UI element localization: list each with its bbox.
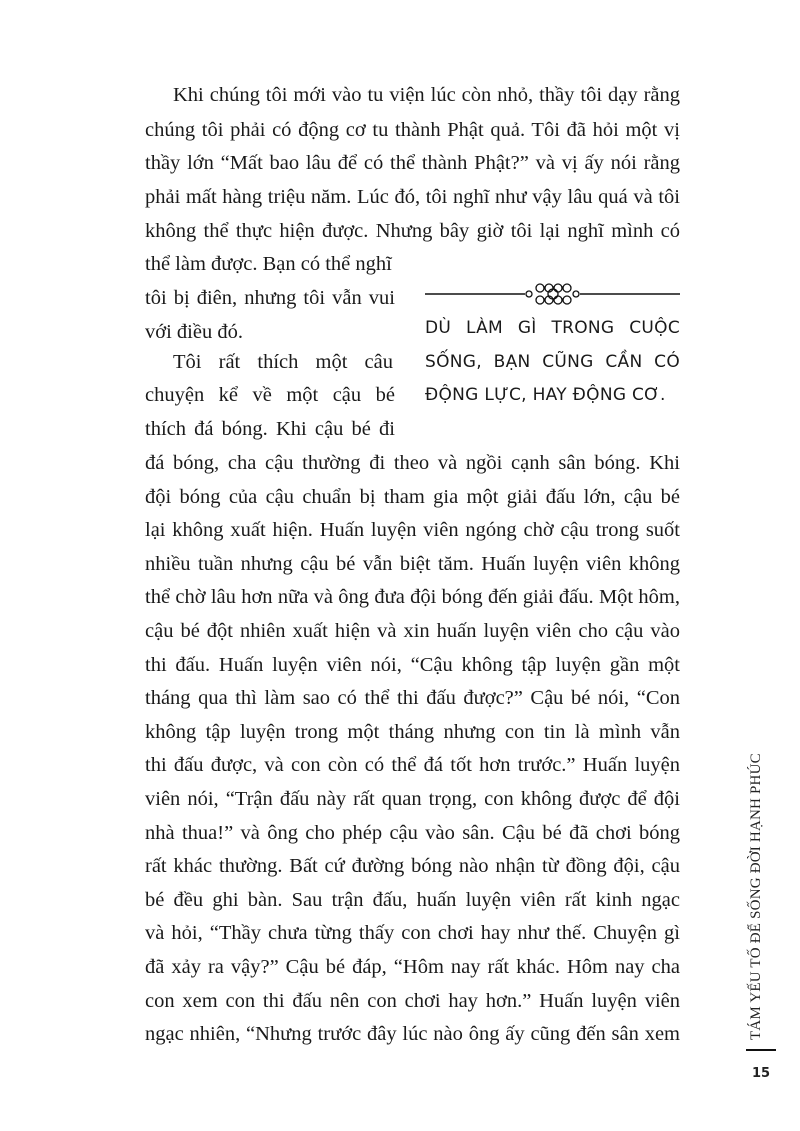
pull-quote-line: ĐỘNG LỰC, HAY ĐỘNG CƠ.	[425, 385, 666, 405]
body-line: chúng tôi phải có động cơ tu thành Phật quả. Tôi đã hỏi một vị	[145, 119, 680, 141]
body-line: viên nói, “Trận đấu này rất quan trọng, con không được để đội	[145, 788, 680, 810]
body-line: cậu bé đột nhiên xuất hiện và xin huấn luyện viên cho cậu vào	[145, 620, 680, 642]
body-line: chuyện kể về một cậu bé	[145, 384, 395, 406]
body-line: con xem con thi đấu nên con chơi hay hơn.” Huấn luyện viên	[145, 989, 680, 1012]
body-line: thầy lớn “Mất bao lâu để có thể thành Phật?” và vị ấy nói rằng	[145, 152, 680, 174]
pull-quote-line: DÙ LÀM GÌ TRONG CUỘC	[425, 318, 680, 338]
body-line: thi đấu. Huấn luyện viên nói, “Cậu không tập luyện gần một	[145, 653, 680, 676]
footer-rule	[746, 1049, 776, 1051]
body-line: thể chờ lâu hơn nữa và ông đưa đội bóng đến giải đấu. Một hôm,	[145, 586, 680, 609]
body-line: ngạc nhiên, “Nhưng trước đây lúc nào ông ấy cũng đến sân xem	[145, 1023, 680, 1046]
body-line: thích đá bóng. Khi cậu bé đi	[145, 418, 395, 440]
body-line: lại không xuất hiện. Huấn luyện viên ngóng chờ cậu trong suốt	[145, 519, 680, 542]
body-line: Khi chúng tôi mới vào tu viện lúc còn nhỏ, thầy tôi dạy rằng	[173, 84, 680, 106]
body-line: đã xảy ra vậy?” Cậu bé đáp, “Hôm nay rất khác. Hôm nay cha	[145, 956, 680, 978]
body-line: với điều đó.	[145, 321, 243, 343]
body-line: phải mất hàng triệu năm. Lúc đó, tôi nghĩ như vậy lâu quá và tôi	[145, 186, 680, 208]
body-line: tôi bị điên, nhưng tôi vẫn vui	[145, 287, 395, 309]
body-line: đá bóng, cha cậu thường đi theo và ngồi cạnh sân bóng. Khi	[145, 452, 680, 474]
body-line: bé đều ghi bàn. Sau trận đấu, huấn luyện viên rất kinh ngạc	[145, 888, 680, 911]
endless-knot-icon	[425, 282, 680, 306]
pull-quote-line: SỐNG, BẠN CŨNG CẦN CÓ	[425, 352, 680, 372]
body-line: nhiều tuần nhưng cậu bé vẫn biệt tăm. Huấn luyện viên không	[145, 552, 680, 575]
body-line: Tôi rất thích một câu	[173, 351, 393, 373]
body-line: rất khác thường. Bất cứ đường bóng nào nhận từ đồng đội, cậu	[145, 855, 680, 878]
body-line: đội bóng của cậu chuẩn bị tham gia một giải đấu lớn, cậu bé	[145, 485, 680, 508]
body-line: không thể thực hiện được. Nhưng bây giờ tôi lại nghĩ mình có	[145, 220, 680, 242]
body-line: nhà thua!” và ông cho phép cậu vào sân. Cậu bé đã chơi bóng	[145, 821, 680, 844]
body-line: và hỏi, “Thầy chưa từng thấy con chơi hay như thế. Chuyện gì	[145, 922, 680, 945]
running-head: TÁM YẾU TỐ ĐỂ SỐNG ĐỜI HẠNH PHÚC	[748, 753, 764, 1040]
body-line: thi đấu được, và con còn có thể đá tốt hơn trước.” Huấn luyện	[145, 754, 680, 777]
body-line: không tập luyện trong một tháng nhưng con tin là mình vẫn	[145, 720, 680, 743]
body-line: thể làm được. Bạn có thể nghĩ	[145, 253, 392, 275]
page-number: 15	[751, 1066, 771, 1081]
body-line: tháng qua thì làm sao có thể thi đấu được?” Cậu bé nói, “Con	[145, 687, 680, 710]
